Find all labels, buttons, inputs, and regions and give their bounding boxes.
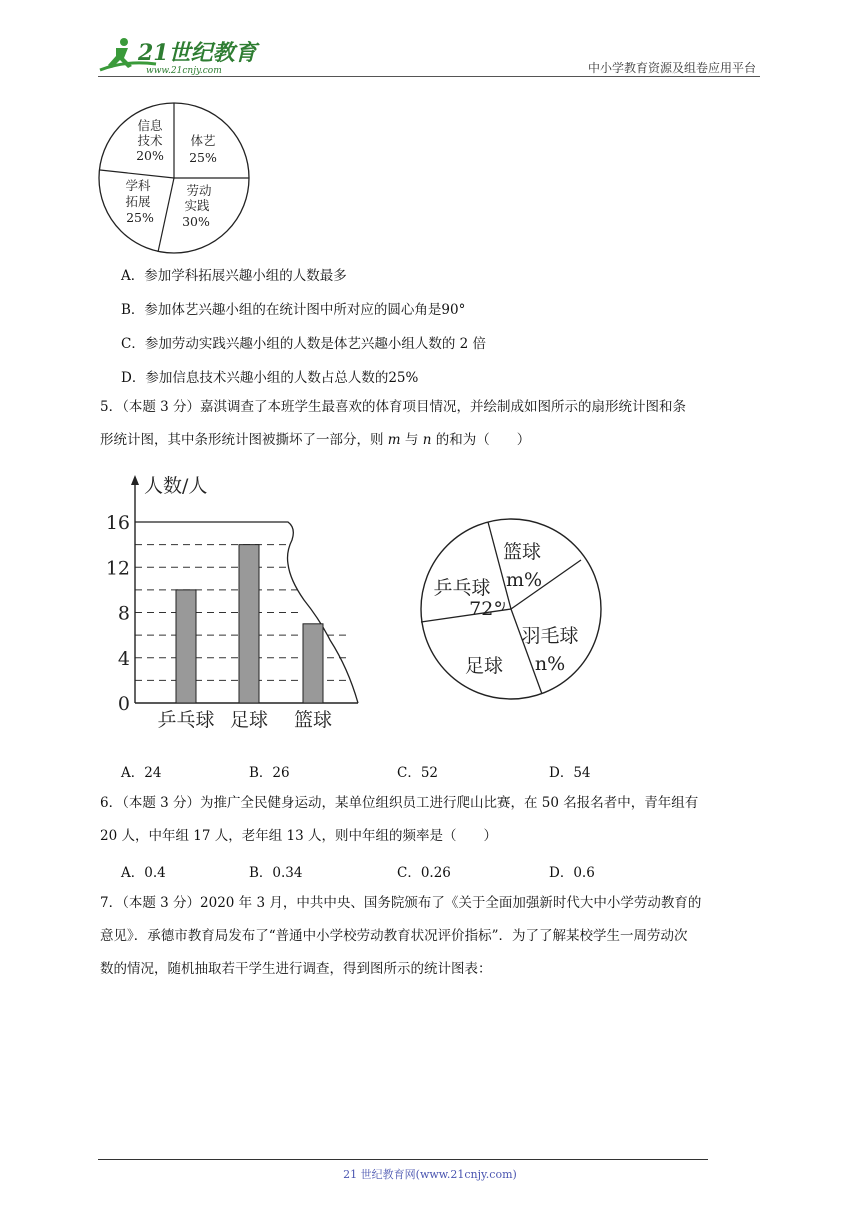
y-tick-label: 4 xyxy=(117,647,130,670)
pie-slice-value: m% xyxy=(505,569,543,591)
q4-option-d: D．参加信息技术兴趣小组的人数占总人数的25% xyxy=(121,370,419,386)
q7-text-line3: 数的情况，随机抽取若干学生进行调查，得到图所示的统计图表： xyxy=(100,961,492,977)
slice-label: 体艺 xyxy=(190,133,216,148)
q4-option-b: B．参加体艺兴趣小组的在统计图中所对应的圆心角是90° xyxy=(121,302,466,318)
interest-groups-pie xyxy=(96,98,256,260)
slice-pct: 25% xyxy=(126,210,154,225)
slice-pct: 25% xyxy=(189,150,217,165)
site-logo xyxy=(96,34,266,76)
logo-text: 21世纪教育 xyxy=(138,40,257,66)
slice-label: 拓展 xyxy=(125,194,151,209)
bar-足球 xyxy=(239,545,259,703)
pie-slice-label: 足球 xyxy=(464,655,504,677)
bar-乒乓球 xyxy=(176,590,196,703)
slice-pct: 20% xyxy=(136,148,164,163)
pie-slice-label: 羽毛球 xyxy=(521,625,579,647)
slice-pct: 30% xyxy=(182,214,210,229)
q7-text-line2: 意见》．承德市教育局发布了“普通中小学校劳动教育状况评价指标”．为了了解某校学生一周劳动次 xyxy=(100,928,688,944)
q5-option-b: B．26 xyxy=(249,765,290,781)
q5-option-a: A．24 xyxy=(121,765,162,781)
pie-slice-value: n% xyxy=(534,653,566,675)
sports-bar-chart xyxy=(105,470,370,740)
y-tick-label: 16 xyxy=(105,512,130,534)
y-axis-label: 人数/人 xyxy=(144,475,208,497)
pie-slice-label: 乒乓球 xyxy=(433,577,491,599)
bar-篮球 xyxy=(303,624,323,703)
q4-option-c: C．参加劳动实践兴趣小组的人数是体艺兴趣小组人数的 2 倍 xyxy=(121,336,487,352)
q6-option-b: B．0.34 xyxy=(249,865,303,881)
y-tick-label: 8 xyxy=(117,602,130,625)
pie-slice-label: 篮球 xyxy=(502,541,542,563)
q6-text-line2: 20 人，中年组 17 人，老年组 13 人，则中年组的频率是（ ） xyxy=(100,828,497,844)
sports-pie-chart xyxy=(416,514,606,704)
q6-text-line1: 6．（本题 3 分）为推广全民健身运动，某单位组织员工进行爬山比赛，在 50 名报名者中，青年组有 xyxy=(100,795,699,811)
logo-url: www.21cnjy.com xyxy=(146,66,222,76)
q6-option-d: D．0.6 xyxy=(549,865,595,881)
q5-text-line2: 形统计图，其中条形统计图被撕坏了一部分，则 m 与 n 的和为（ ） xyxy=(100,432,531,448)
slice-label: 技术 xyxy=(137,133,163,148)
y-tick-label: 12 xyxy=(105,557,130,580)
pie-slice-value: 72° xyxy=(469,598,503,620)
x-tick-label: 足球 xyxy=(229,709,269,731)
slice-label: 信息 xyxy=(137,118,163,133)
slice-label: 劳动 xyxy=(186,183,212,198)
y-axis-arrow xyxy=(131,475,139,485)
q6-option-c: C．0.26 xyxy=(397,865,451,881)
x-tick-label: 乒乓球 xyxy=(157,709,215,731)
footer-divider xyxy=(98,1159,708,1160)
slice-label: 实践 xyxy=(184,198,210,213)
q7-text-line1: 7．（本题 3 分）2020 年 3 月，中共中央、国务院颁布了《关于全面加强新时代大中小学劳动教育的 xyxy=(100,895,702,911)
x-tick-label: 篮球 xyxy=(293,709,333,731)
slice-label: 学科 xyxy=(125,178,151,193)
platform-title: 中小学教育资源及组卷应用平台 xyxy=(587,61,756,75)
q5-text-line1: 5．（本题 3 分）嘉淇调查了本班学生最喜欢的体育项目情况，并绘制成如图所示的扇形统计图和条 xyxy=(100,399,687,415)
footer-text: 21 世纪教育网(www.21cnjy.com) xyxy=(343,1168,517,1181)
y-tick-label: 0 xyxy=(117,693,130,715)
q5-option-d: D．54 xyxy=(549,765,591,781)
q4-option-a: A．参加学科拓展兴趣小组的人数最多 xyxy=(121,268,347,284)
header-divider xyxy=(98,76,760,77)
q6-option-a: A．0.4 xyxy=(121,865,166,881)
q5-option-c: C．52 xyxy=(397,765,439,781)
